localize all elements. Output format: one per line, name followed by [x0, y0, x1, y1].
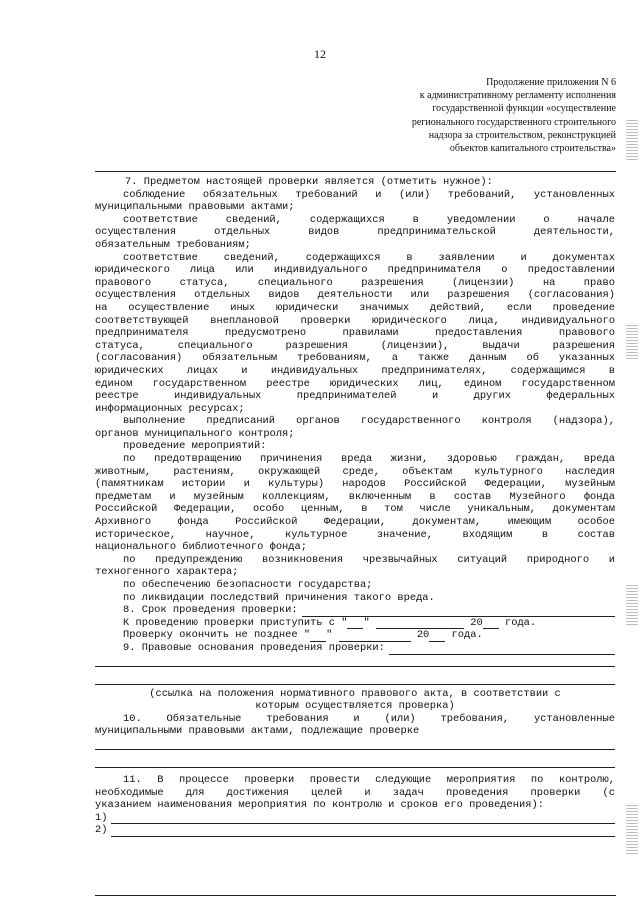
item7-line: Российской Федерации, особо ценным, в том числе уникальным, документам	[95, 503, 615, 516]
appendix-header	[296, 76, 616, 155]
item7-line: правового статуса, специального разрешения (лицензии) на право	[95, 276, 615, 289]
start-quote: "	[363, 616, 370, 629]
end-month-blank	[339, 631, 411, 642]
item7-line: юридических лицах и индивидуальных предпринимателях, содержащимся в	[95, 364, 615, 377]
item7-line: юридического лица или индивидуального предпринимателя о предоставлении	[95, 264, 615, 277]
item7-line: едином государственном реестре юридических лиц, едином государственном	[95, 377, 615, 390]
item7-line: осуществления отдельных видов деятельности или разрешения (согласования)	[95, 289, 615, 302]
end-quote: "	[326, 629, 333, 642]
appendix-line: регионального государственного строительного	[411, 116, 616, 128]
end-day-blank	[310, 631, 326, 642]
item7-line: историческое, научное, культурное значение, входящим в состав	[95, 528, 615, 541]
item7-line: соблюдение обязательных требований и (или) требований, установленных	[123, 188, 615, 201]
item7-line: проведение мероприятий:	[123, 440, 267, 453]
item11-line: необходимые для достижения целей и задач проведения проверки (с	[95, 786, 615, 799]
scan-artifact	[626, 120, 638, 162]
item7-line: по предупреждению возникновения чрезвычайных ситуаций природного и	[123, 553, 615, 566]
item9-blank-line	[95, 655, 615, 667]
end-year-blank	[429, 631, 445, 642]
item8-start-row	[95, 617, 615, 630]
scan-artifact	[626, 325, 638, 359]
item7-line: органов муниципального контроля;	[95, 427, 295, 440]
start-year-blank	[483, 618, 499, 629]
item9-note: (ссылка на положения нормативного правового акта, в соответствии с	[149, 687, 561, 700]
appendix-line: к административному регламенту исполнения	[419, 90, 616, 102]
item7-line: животным, растениям, окружающей среде, объектам культурного наследия	[95, 465, 615, 478]
item11-entry-blank	[111, 826, 615, 837]
item11-entry-blank	[111, 813, 615, 824]
item8-heading: 8. Срок проведения проверки:	[123, 604, 298, 617]
start-prefix: К проведению проверки приступить с "	[123, 616, 348, 629]
scan-artifact	[626, 585, 638, 625]
item7-line: статуса, специального разрешения (лицензии), выдачи разрешения	[95, 339, 615, 352]
item8-heading-row	[95, 604, 615, 617]
appendix-line: объектов капитального строительства»	[449, 143, 616, 155]
end-prefix: Проверку окончить не позднее "	[123, 629, 311, 642]
item8-end-row	[95, 629, 615, 642]
appendix-line: надзора за строительством, реконструкцией	[428, 129, 616, 141]
item7-line: осуществления отдельных видов предпринимательской деятельности,	[95, 226, 615, 239]
start-day-blank	[347, 618, 363, 629]
end-suffix: года.	[451, 629, 483, 642]
item7-line: по ликвидации последствий причинения такого вреда.	[123, 591, 435, 604]
item10-blank-line	[95, 738, 615, 750]
item7-line: на осуществление иных юридически значимых действий, если проведение	[95, 301, 615, 314]
start-month-blank	[376, 618, 464, 629]
item7-line: предпринимателя предусмотрено правилами предоставления правового	[95, 327, 615, 340]
page-number: 12	[314, 47, 326, 61]
item7-line: национального библиотечного фонда;	[95, 541, 308, 554]
start-year-prefix: 20	[470, 616, 483, 629]
item7-line: муниципальными правовыми актами;	[95, 201, 295, 214]
item7-line: информационных ресурсах;	[95, 402, 245, 415]
document-body	[95, 176, 615, 837]
item9-heading: 9. Правовые основания проведения проверки:	[123, 641, 385, 654]
item7-line: по предотвращению причинения вреда жизни, здоровью граждан, вреда	[123, 453, 615, 466]
item11-entry-number: 1)	[95, 811, 108, 824]
item10-line: 10. Обязательные требования и (или) требования, установленные	[123, 712, 615, 725]
appendix-line: государственной функции «осуществление	[432, 103, 616, 115]
item7-heading: 7. Предметом настоящей проверки является (отметить нужное):	[125, 176, 493, 188]
item7-line: Архивного фонда Российской Федерации, документам, имеющим особое	[95, 516, 615, 529]
item9-note: которым осуществляется проверка)	[255, 700, 455, 713]
item7-line: соответствие сведений, содержащихся в заявлении и документах	[123, 251, 615, 264]
item11-entry-row	[95, 824, 615, 837]
item11-line: 11. В процессе проверки провести следующие мероприятия по контролю,	[123, 773, 615, 786]
scan-artifact	[626, 805, 638, 855]
item11-entry-number: 2)	[95, 824, 108, 837]
item7-line: соответствие сведений, содержащихся в уведомлении о начале	[123, 213, 615, 226]
item7-line: соответствующей внеплановой проверки юридического лица, индивидуального	[95, 314, 615, 327]
start-suffix: года.	[504, 616, 537, 629]
item9-blank-line	[95, 673, 615, 685]
bottom-rule	[95, 895, 616, 896]
item10-line: муниципальными правовыми актами, подлежащие проверке	[95, 725, 420, 738]
item7-line: (памятникам истории и культуры) народов Российской Федерации, музейным	[95, 478, 615, 491]
item8-heading-blank	[302, 606, 615, 617]
item7-line: (согласования) обязательным требованиям, а также данным об указанных	[95, 352, 615, 365]
item11-entry-row	[95, 812, 615, 825]
end-year-prefix: 20	[416, 629, 430, 642]
item11-line: указанием наименования мероприятия по контролю и сроков его проведения):	[95, 799, 544, 812]
item7-line: предметам и музейным коллекциям, включенным в состав Музейного фонда	[95, 490, 615, 503]
item7-line: реестре индивидуальных предпринимателей и других федеральных	[95, 390, 615, 403]
top-rule	[95, 171, 616, 172]
item10-blank-line	[95, 756, 615, 768]
item7-line: по обеспечению безопасности государства;	[123, 579, 373, 591]
item9-heading-row	[95, 642, 615, 655]
item9-heading-blank	[389, 644, 615, 655]
item7-line: обязательным требованиям;	[95, 238, 251, 251]
item7-line: техногенного характера;	[95, 566, 239, 579]
item7-line: выполнение предписаний органов государственного контроля (надзора),	[123, 415, 615, 428]
appendix-line: Продолжение приложения N 6	[486, 77, 616, 88]
